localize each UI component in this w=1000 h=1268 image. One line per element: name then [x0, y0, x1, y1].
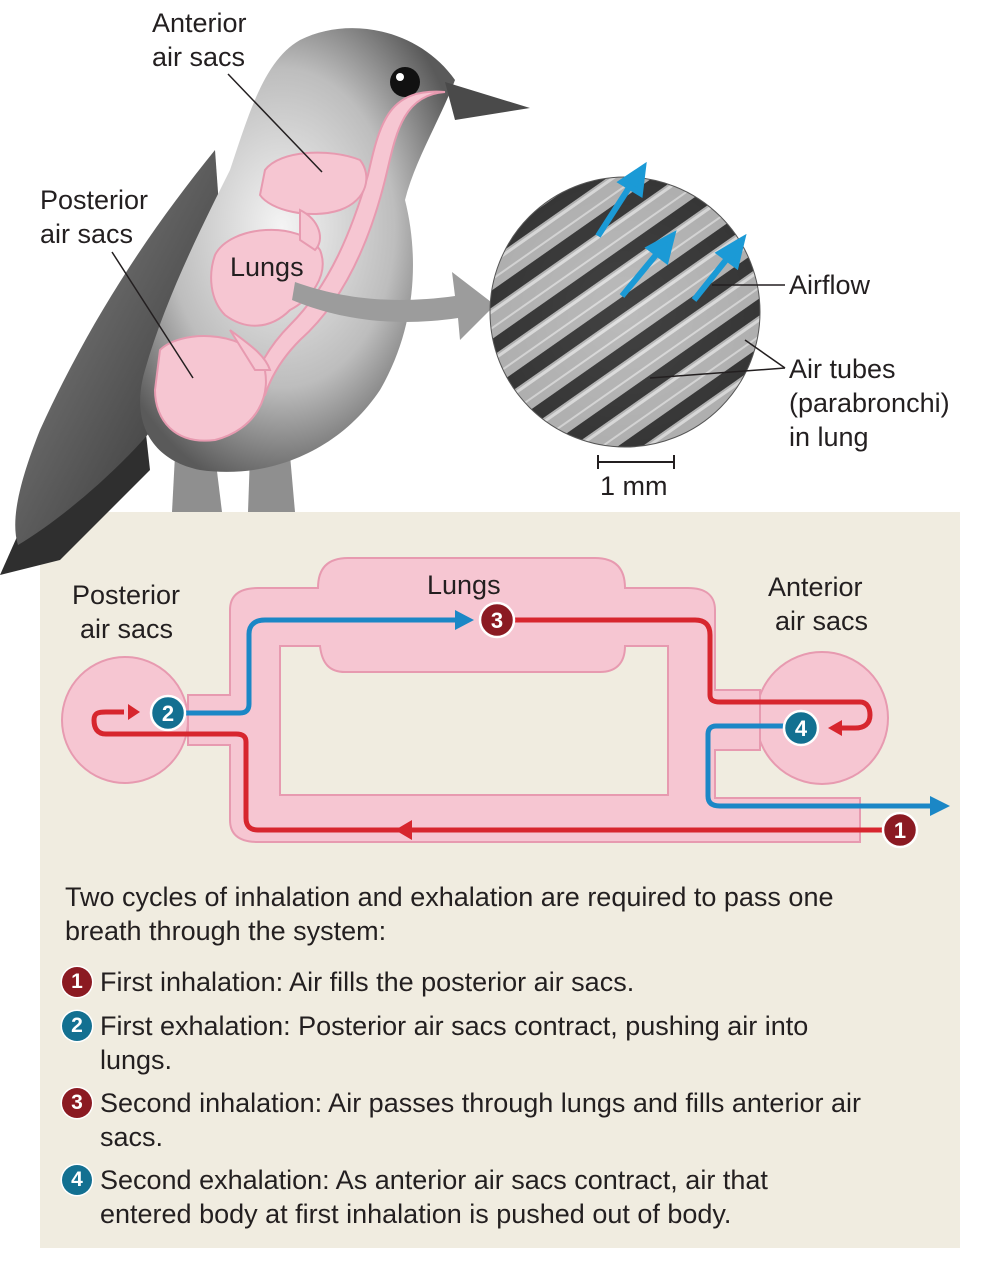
diagram-label-posterior-2: air sacs: [80, 614, 174, 644]
svg-text:3: 3: [490, 608, 504, 633]
diagram-badge-4: [784, 711, 818, 745]
svg-text:2: 2: [161, 701, 175, 726]
diagram-label-lungs: Lungs: [427, 570, 501, 600]
label-anterior-air-sacs-1: Anterior: [152, 8, 247, 38]
step-badge-4: 4: [62, 1165, 92, 1195]
step-badge-3: 3: [62, 1088, 92, 1118]
caption-step-3: [62, 1086, 862, 1154]
step-text-4: Second exhalation: As anterior air sacs contract, air that entered body at first inhalation is pushed out of body.: [100, 1165, 768, 1229]
diagram-badge-1: [883, 813, 917, 847]
step-badge-1: 1: [62, 967, 92, 997]
label-anterior-air-sacs-2: air sacs: [152, 42, 246, 72]
diagram-badge-3: [480, 603, 514, 637]
label-airflow: Airflow: [789, 270, 871, 300]
label-posterior-air-sacs-2: air sacs: [40, 219, 134, 249]
diagram-label-anterior-2: air sacs: [775, 606, 869, 636]
svg-text:1: 1: [893, 818, 907, 843]
step-text-3: Second inhalation: Air passes through lungs and fills anterior air sacs.: [100, 1088, 861, 1152]
label-posterior-air-sacs-1: Posterior: [40, 185, 149, 215]
scale-bar-label: 1 mm: [600, 471, 668, 501]
diagram-badge-2: [151, 696, 185, 730]
caption-step-2: [62, 1009, 862, 1077]
step-badge-2: 2: [62, 1011, 92, 1041]
svg-text:4: 4: [794, 716, 808, 741]
diagram-label-anterior-1: Anterior: [768, 572, 863, 602]
micrograph: [490, 168, 785, 469]
step-text-1: First inhalation: Air fills the posterior air sacs.: [100, 967, 635, 997]
diagram-label-posterior-1: Posterior: [72, 580, 181, 610]
bird-eye: [390, 67, 420, 97]
label-air-tubes-3: in lung: [789, 422, 869, 452]
caption-intro: Two cycles of inhalation and exhalation are required to pass one breath through the system:: [65, 882, 834, 946]
caption-step-4: [62, 1163, 862, 1231]
step-text-2: First exhalation: Posterior air sacs contract, pushing air into lungs.: [100, 1011, 809, 1075]
bird-beak: [445, 82, 530, 120]
caption-step-1: [62, 965, 862, 999]
label-air-tubes-2: (parabronchi): [789, 388, 950, 418]
label-lungs: Lungs: [230, 252, 304, 282]
label-air-tubes-1: Air tubes: [789, 354, 896, 384]
